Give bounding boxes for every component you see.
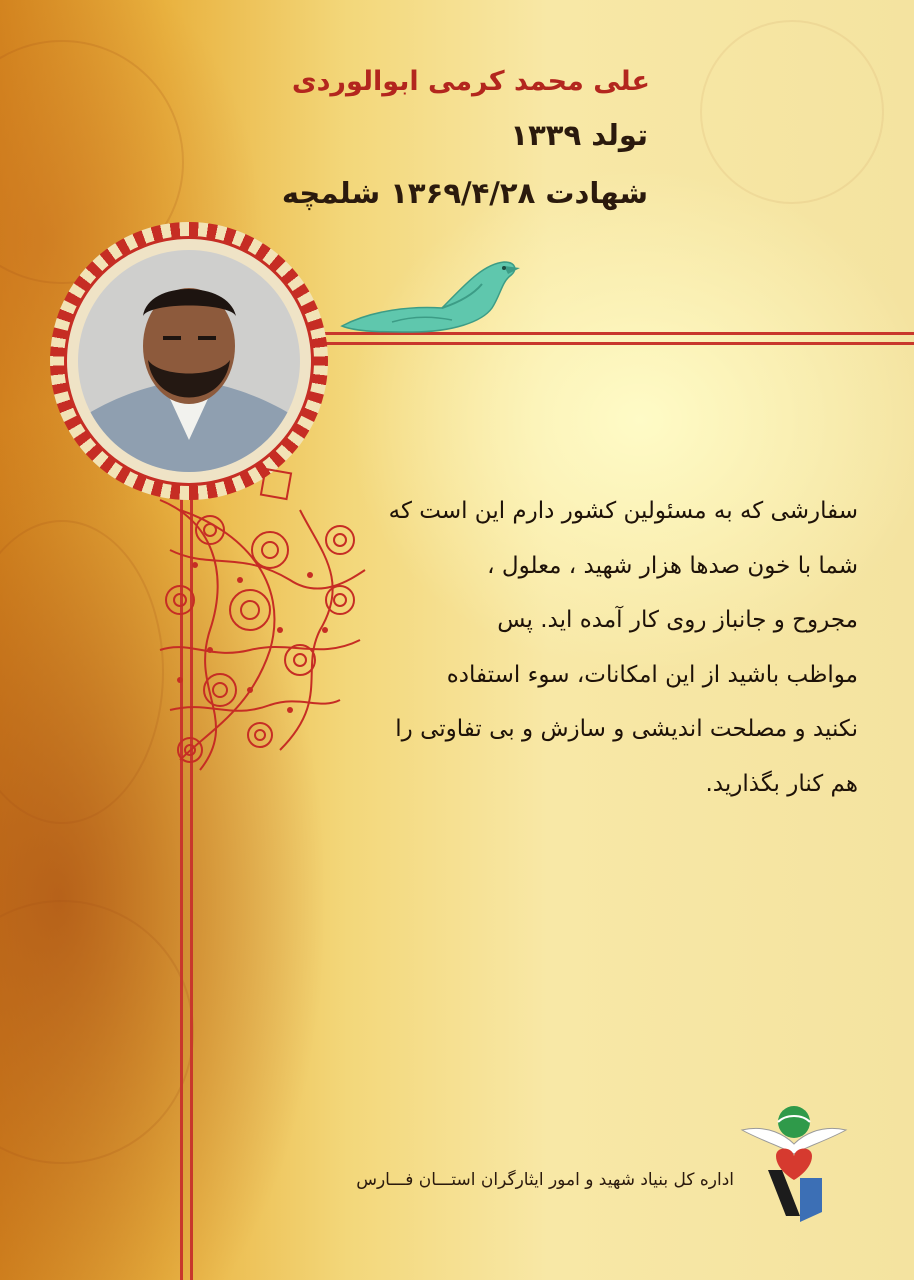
martyr-name: علی محمد کرمی ابوالوردی [291,66,650,97]
martyrdom-info: شهادت ۱۳۶۹/۴/۲۸ شلمچه [281,176,648,210]
will-line: هم کنار بگذارید. [705,770,858,797]
will-line: نکنید و مصلحت اندیشی و سازش و بی تفاوتی را [395,716,858,742]
portrait-frame [50,222,328,500]
portrait-ring [64,236,314,486]
decor-swirl [700,20,884,204]
will-line: مواظب باشید از این امکانات، سوء استفاده [446,661,858,688]
birth-year: تولد ۱۳۳۹ [510,118,648,152]
decor-swirl [0,900,194,1164]
foundation-logo-icon [738,1100,850,1230]
divider-line [300,342,914,345]
will-text [298,484,858,811]
portrait-photo [78,250,300,472]
decor-swirl [0,520,164,824]
bird-icon [332,248,522,338]
will-line: مجروح و جانباز روی کار آمده اید. پس [497,607,858,633]
organization-name: اداره کل بنیاد شهید و امور ایثارگران استـــان فـــارس [356,1170,734,1190]
will-line: سفارشی که به مسئولین کشور دارم این است که [388,498,858,524]
will-line: شما با خون صدها هزار شهید ، معلول ، [487,552,858,579]
